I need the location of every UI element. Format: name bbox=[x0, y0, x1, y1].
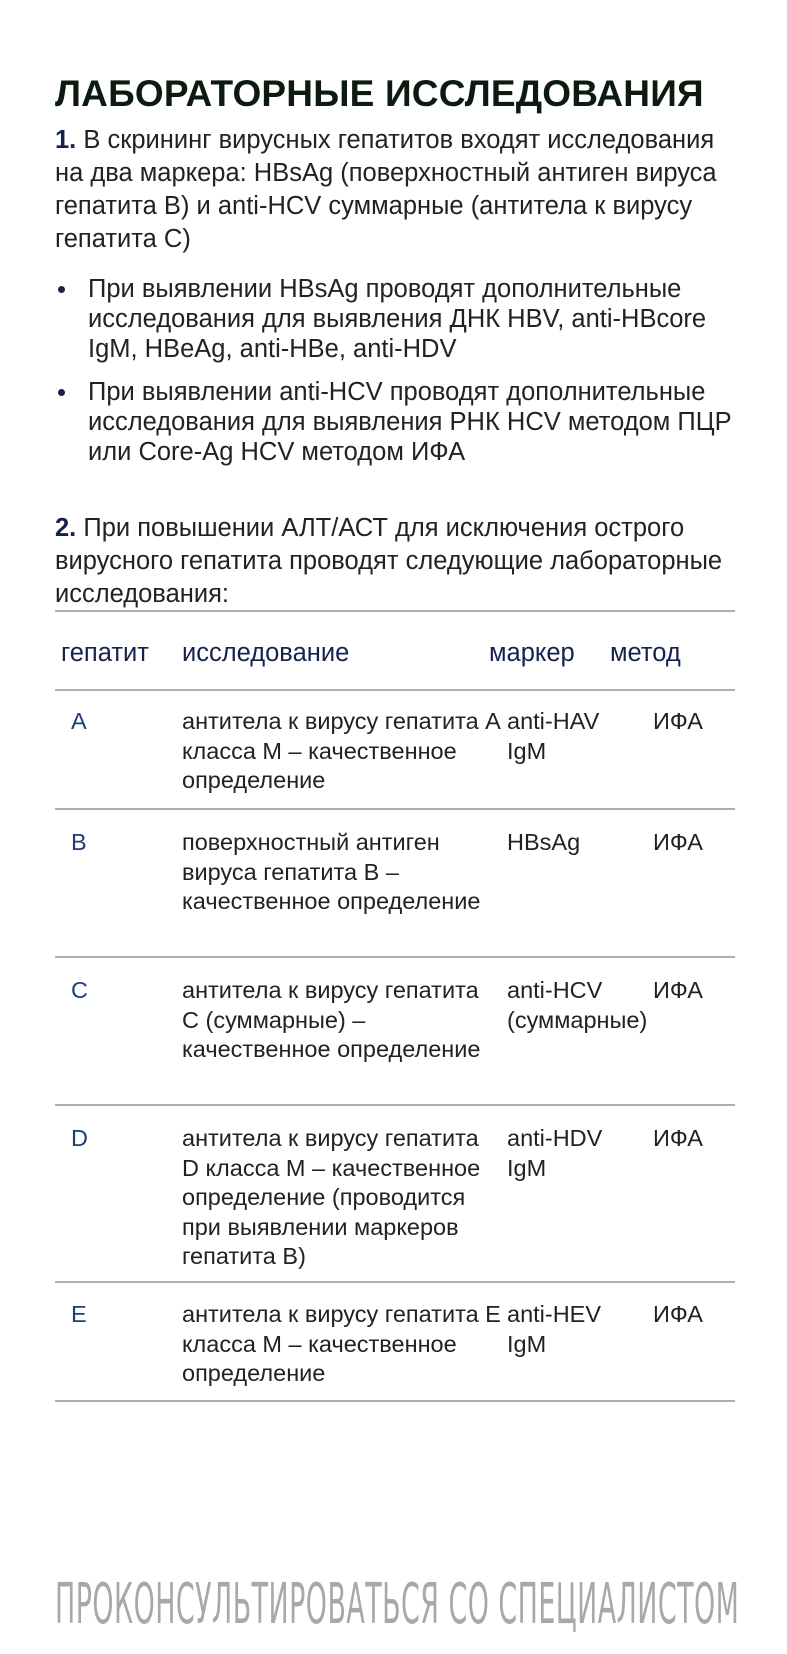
cell-study: антитела к вирусу гепатита А класса М – качественное определение bbox=[182, 708, 501, 793]
header-method: метод bbox=[610, 639, 681, 667]
bullet-item bbox=[55, 274, 755, 364]
table-top-rule bbox=[55, 610, 735, 612]
cell-study: поверхностный антиген вируса гепатита В – качественное определение bbox=[182, 829, 481, 914]
row-rule bbox=[55, 956, 735, 958]
page-title: ЛАБОРАТОРНЫЕ ИССЛЕДОВАНИЯ bbox=[55, 72, 704, 114]
cell-method: ИФА bbox=[653, 1125, 703, 1151]
cell-hepatitis: D bbox=[71, 1125, 88, 1151]
section-2-number: 2. bbox=[55, 514, 77, 542]
cell-study: антитела к вирусу гепатита D класса М – качественное определение (проводится при выявлении маркеров гепатита В) bbox=[182, 1125, 481, 1269]
section-2-text: При повышении АЛТ/АСТ для исключения острого вирусного гепатита проводят следующие лабораторные исследования: bbox=[55, 514, 723, 608]
cell-marker: anti-HCV (суммарные) bbox=[507, 977, 648, 1033]
section-1-bullet-list bbox=[55, 274, 755, 480]
row-rule bbox=[55, 808, 735, 810]
table-bottom-rule bbox=[55, 1400, 735, 1402]
cell-hepatitis: E bbox=[71, 1301, 87, 1327]
bullet-dot-icon bbox=[58, 286, 65, 293]
bullet-item bbox=[55, 377, 755, 467]
cell-study: антитела к вирусу гепатита С (суммарные) – качественное определение bbox=[182, 977, 481, 1062]
header-marker: маркер bbox=[489, 639, 575, 667]
cell-marker: anti-HAV IgM bbox=[507, 708, 600, 764]
cell-method: ИФА bbox=[653, 977, 703, 1003]
cell-study: антитела к вирусу гепатита Е класса М – качественное определение bbox=[182, 1301, 501, 1386]
section-1-paragraph bbox=[55, 124, 745, 256]
cell-marker: anti-HDV IgM bbox=[507, 1125, 603, 1181]
bullet-text: При выявлении anti-HCV проводят дополнительные исследования для выявления РНК HCV методом ПЦР или Core-Ag HCV методом ИФА bbox=[88, 378, 732, 466]
header-hepatitis: гепатит bbox=[61, 639, 149, 667]
section-1-number: 1. bbox=[55, 126, 77, 154]
row-rule bbox=[55, 1104, 735, 1106]
cell-hepatitis: C bbox=[71, 977, 88, 1003]
section-1-text: В скрининг вирусных гепатитов входят исследования на два маркера: HBsAg (поверхностный антиген вируса гепатита В) и anti-HCV суммарные (антитела к вирусу гепатита С) bbox=[55, 126, 717, 253]
cell-method: ИФА bbox=[653, 708, 703, 734]
cell-marker: HBsAg bbox=[507, 829, 581, 855]
cell-hepatitis: B bbox=[71, 829, 87, 855]
cell-method: ИФА bbox=[653, 829, 703, 855]
header-study: исследование bbox=[182, 639, 350, 667]
cell-hepatitis: A bbox=[71, 708, 87, 734]
cell-method: ИФА bbox=[653, 1301, 703, 1327]
consult-specialist-link[interactable]: ПРОКОНСУЛЬТИРОВАТЬСЯ СО СПЕЦИАЛИСТОМ bbox=[55, 1572, 740, 1637]
row-rule bbox=[55, 1281, 735, 1283]
section-2-paragraph bbox=[55, 512, 745, 611]
bullet-text: При выявлении HBsAg проводят дополнительные исследования для выявления ДНК HBV, anti-HBcore IgM, HBeAg, anti-HBe, anti-HDV bbox=[88, 275, 707, 363]
cell-marker: anti-HEV IgM bbox=[507, 1301, 602, 1357]
bullet-dot-icon bbox=[58, 389, 65, 396]
table-header-rule bbox=[55, 689, 735, 691]
